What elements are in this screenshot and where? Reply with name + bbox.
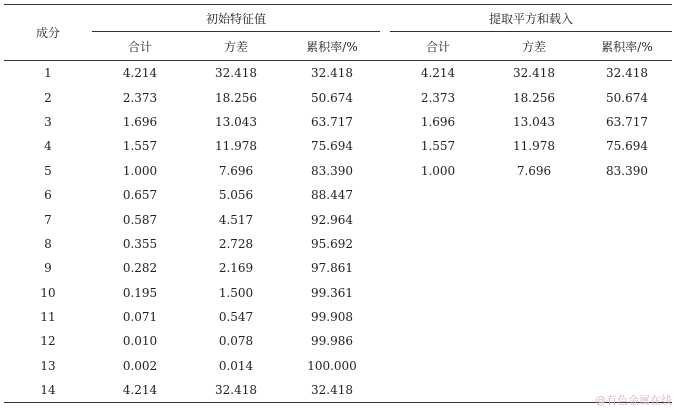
extracted-cumulative-header: 累积率/%: [582, 32, 672, 61]
extracted-total-cell: 1.696: [420, 114, 456, 129]
initial-total-cell: 0.355: [122, 236, 158, 251]
table-row: [4, 378, 672, 403]
extracted-variance-cell: [486, 305, 582, 329]
gap: [380, 281, 390, 305]
extracted-total-cell: [390, 183, 486, 207]
eigenvalue-table: [4, 4, 672, 403]
table-row: [4, 232, 672, 256]
initial-cumulative-cell: 32.418: [311, 66, 353, 81]
initial-cumulative-cell: 99.908: [311, 310, 353, 325]
gap: [380, 110, 390, 134]
initial-variance-cell: 1.500: [218, 285, 254, 300]
table-row: [4, 183, 672, 207]
initial-variance-cell: 32.418: [215, 66, 257, 81]
extracted-variance-cell: [486, 329, 582, 353]
initial-total-cell: 0.002: [122, 358, 158, 373]
extracted-variance-cell: [486, 256, 582, 280]
initial-cumulative-cell: 99.361: [311, 285, 353, 300]
table-row: [4, 354, 672, 378]
initial-cumulative-cell: 95.692: [311, 236, 353, 251]
extracted-variance-cell: [486, 183, 582, 207]
extracted-total-cell: [390, 305, 486, 329]
component-cell: 6: [44, 188, 52, 203]
initial-eigenvalues-header: 初始特征值: [92, 5, 380, 32]
extracted-variance-cell: 18.256: [513, 90, 556, 105]
extracted-cumulative-cell: [582, 305, 672, 329]
component-cell: 8: [44, 236, 52, 251]
extracted-total-cell: [390, 281, 486, 305]
extracted-total-cell: [390, 354, 486, 378]
initial-cumulative-cell: 100.000: [307, 358, 357, 373]
component-cell: 11: [40, 310, 56, 325]
component-cell: 13: [40, 358, 56, 373]
initial-total-cell: 0.282: [122, 261, 158, 276]
gap: [380, 232, 390, 256]
extracted-total-cell: 4.214: [420, 66, 456, 81]
extracted-cumulative-cell: [582, 232, 672, 256]
initial-total-cell: 0.587: [122, 212, 158, 227]
table-row: [4, 329, 672, 353]
gap: [380, 183, 390, 207]
extracted-cumulative-cell: 75.694: [606, 139, 649, 154]
gap: [380, 207, 390, 231]
component-cell: 9: [44, 261, 52, 276]
initial-variance-cell: 2.728: [218, 236, 254, 251]
initial-cumulative-cell: 63.717: [311, 114, 353, 129]
extracted-total-cell: [390, 256, 486, 280]
initial-total-cell: 0.010: [122, 334, 158, 349]
initial-total-cell: 4.214: [122, 66, 158, 81]
gap: [380, 354, 390, 378]
initial-variance-header: 方差: [188, 32, 284, 61]
initial-variance-cell: 5.056: [218, 188, 254, 203]
gap: [380, 329, 390, 353]
extracted-variance-cell: [486, 232, 582, 256]
extracted-total-header: 合计: [390, 32, 486, 61]
initial-variance-cell: 32.418: [188, 378, 284, 403]
extracted-cumulative-cell: [582, 256, 672, 280]
component-cell: 7: [44, 212, 52, 227]
extracted-cumulative-cell: 32.418: [606, 66, 649, 81]
extraction-loadings-header: 提取平方和载入: [390, 5, 672, 32]
initial-variance-cell: 4.517: [218, 212, 254, 227]
table-row: [4, 134, 672, 158]
initial-total-cell: 0.657: [122, 188, 158, 203]
group-gap: [380, 32, 390, 61]
group-gap: [380, 5, 390, 32]
initial-variance-cell: 11.978: [215, 139, 257, 154]
gap: [380, 85, 390, 109]
initial-cumulative-cell: 97.861: [311, 261, 353, 276]
component-cell: 4: [44, 139, 52, 154]
initial-total-cell: 0.071: [122, 310, 158, 325]
initial-total-cell: 1.696: [122, 114, 158, 129]
table-row: [4, 159, 672, 183]
table-row: [4, 110, 672, 134]
extracted-cumulative-cell: [582, 329, 672, 353]
gap: [380, 305, 390, 329]
extracted-cumulative-cell: [582, 281, 672, 305]
component-header: 成分: [4, 5, 92, 61]
table-row: [4, 61, 672, 86]
extracted-total-cell: [390, 207, 486, 231]
watermark: @有色金属在线: [595, 394, 672, 407]
initial-cumulative-header: 累积率/%: [284, 32, 380, 61]
initial-total-cell: 2.373: [122, 90, 158, 105]
initial-cumulative-cell: 32.418: [284, 378, 380, 403]
table-row: [4, 281, 672, 305]
component-cell: 1: [44, 66, 52, 81]
component-cell: 5: [44, 163, 52, 178]
extracted-cumulative-cell: 63.717: [606, 114, 649, 129]
initial-cumulative-cell: 99.986: [311, 334, 353, 349]
initial-total-cell: 0.195: [122, 285, 158, 300]
gap: [380, 159, 390, 183]
gap: [380, 378, 390, 403]
table-row: [4, 85, 672, 109]
extracted-total-cell: 1.000: [420, 163, 456, 178]
extracted-cumulative-cell: 50.674: [606, 90, 649, 105]
extracted-cumulative-cell: [582, 207, 672, 231]
extracted-total-cell: 1.557: [420, 139, 456, 154]
component-cell: 3: [44, 114, 52, 129]
initial-cumulative-cell: 75.694: [311, 139, 353, 154]
extracted-cumulative-cell: [582, 183, 672, 207]
initial-total-cell: 1.557: [122, 139, 158, 154]
extracted-variance-cell: [486, 378, 582, 403]
gap: [380, 134, 390, 158]
extracted-cumulative-cell: 83.390: [606, 163, 649, 178]
extracted-variance-cell: [486, 354, 582, 378]
extracted-total-cell: [390, 329, 486, 353]
extracted-variance-cell: [486, 207, 582, 231]
extracted-variance-header: 方差: [486, 32, 582, 61]
extracted-total-cell: 2.373: [420, 90, 456, 105]
initial-variance-cell: 0.547: [218, 310, 254, 325]
extracted-variance-cell: 13.043: [513, 114, 556, 129]
extracted-total-cell: [390, 232, 486, 256]
initial-variance-cell: 7.696: [218, 163, 254, 178]
extracted-variance-cell: 11.978: [513, 139, 556, 154]
gap: [380, 61, 390, 86]
initial-cumulative-cell: 92.964: [311, 212, 353, 227]
component-cell: 10: [40, 285, 56, 300]
initial-variance-cell: 0.014: [218, 358, 254, 373]
initial-variance-cell: 0.078: [218, 334, 254, 349]
component-cell: 2: [44, 90, 52, 105]
initial-cumulative-cell: 88.447: [311, 188, 353, 203]
table-row: [4, 256, 672, 280]
extracted-variance-cell: [486, 281, 582, 305]
initial-cumulative-cell: 83.390: [311, 163, 353, 178]
extracted-variance-cell: 32.418: [513, 66, 556, 81]
table-row: [4, 207, 672, 231]
extracted-total-cell: [390, 378, 486, 403]
table-body: [4, 61, 672, 403]
gap: [380, 256, 390, 280]
component-cell: 14: [4, 378, 92, 403]
initial-total-cell: 1.000: [122, 163, 158, 178]
component-cell: 12: [40, 334, 56, 349]
initial-cumulative-cell: 50.674: [311, 90, 353, 105]
initial-variance-cell: 18.256: [215, 90, 257, 105]
extracted-variance-cell: 7.696: [516, 163, 552, 178]
extracted-cumulative-cell: [582, 354, 672, 378]
initial-variance-cell: 13.043: [215, 114, 257, 129]
initial-total-cell: 4.214: [92, 378, 188, 403]
initial-variance-cell: 2.169: [218, 261, 254, 276]
initial-total-header: 合计: [92, 32, 188, 61]
table-row: [4, 305, 672, 329]
